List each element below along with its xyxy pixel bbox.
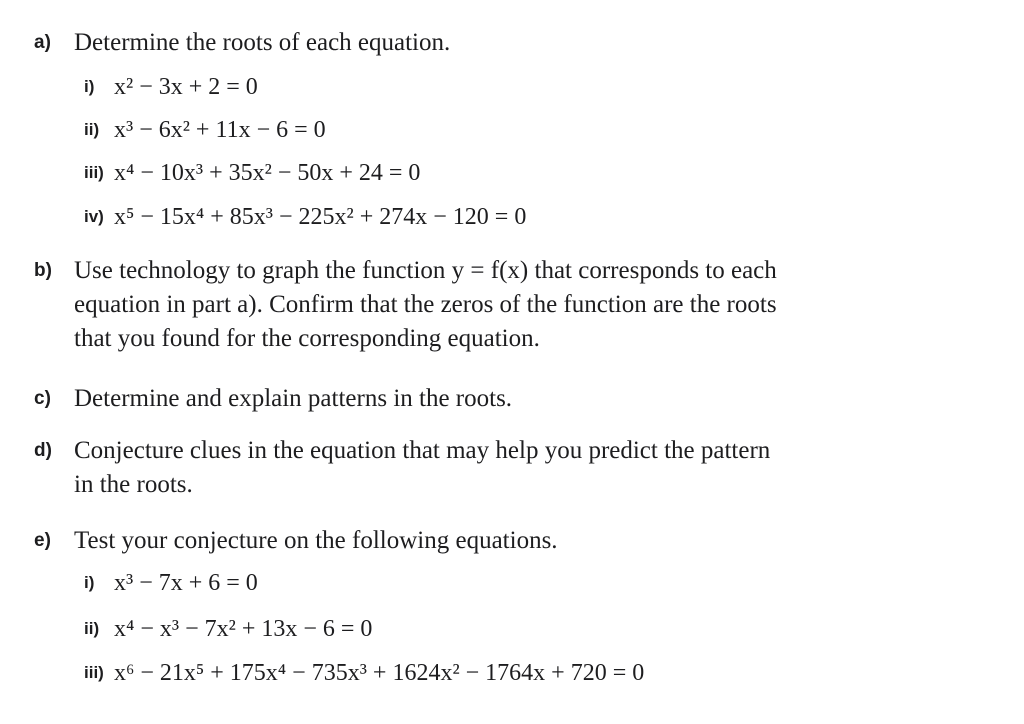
part-e-item-2-equation: x⁴ − x³ − 7x² + 13x − 6 = 0 xyxy=(114,616,373,642)
part-e-item-3-label: iii) xyxy=(84,663,104,682)
part-a-item-2-label: ii) xyxy=(84,120,100,139)
part-a-item-1-equation: x² − 3x + 2 = 0 xyxy=(114,74,258,100)
part-a-item-1-label: i) xyxy=(84,77,95,96)
part-e-item-2-label: ii) xyxy=(84,619,100,638)
part-a-item-4-label: iv) xyxy=(84,207,104,226)
part-d-text: Conjecture clues in the equation that may help you predict the pattern in the roots. xyxy=(74,437,771,498)
part-e-item-1-label: i) xyxy=(84,573,95,592)
part-a-item-2-equation: x³ − 6x² + 11x − 6 = 0 xyxy=(114,117,326,143)
part-b-label: b) xyxy=(34,260,52,281)
part-a-label: a) xyxy=(34,32,51,53)
part-e-item-1-equation: x³ − 7x + 6 = 0 xyxy=(114,570,258,596)
part-a-text: Determine the roots of each equation. xyxy=(74,29,451,56)
part-a-item-3-label: iii) xyxy=(84,163,104,182)
part-b-text: Use technology to graph the function y = f(x) that corresponds to each equation in part a). Confirm that the zeros of the function are the roots that you found for the corresponding equation. xyxy=(74,257,777,352)
part-e-item-3-equation: x⁶ − 21x⁵ + 175x⁴ − 735x³ + 1624x² − 1764x + 720 = 0 xyxy=(114,660,645,686)
part-e-text: Test your conjecture on the following equations. xyxy=(74,527,558,554)
part-e-label: e) xyxy=(34,530,51,551)
part-c-text: Determine and explain patterns in the roots. xyxy=(74,385,513,412)
part-a-item-4-equation: x⁵ − 15x⁴ + 85x³ − 225x² + 274x − 120 = 0 xyxy=(114,204,527,230)
part-d-label: d) xyxy=(34,440,52,461)
part-a-item-3-equation: x⁴ − 10x³ + 35x² − 50x + 24 = 0 xyxy=(114,160,421,186)
part-c-label: c) xyxy=(34,388,51,409)
